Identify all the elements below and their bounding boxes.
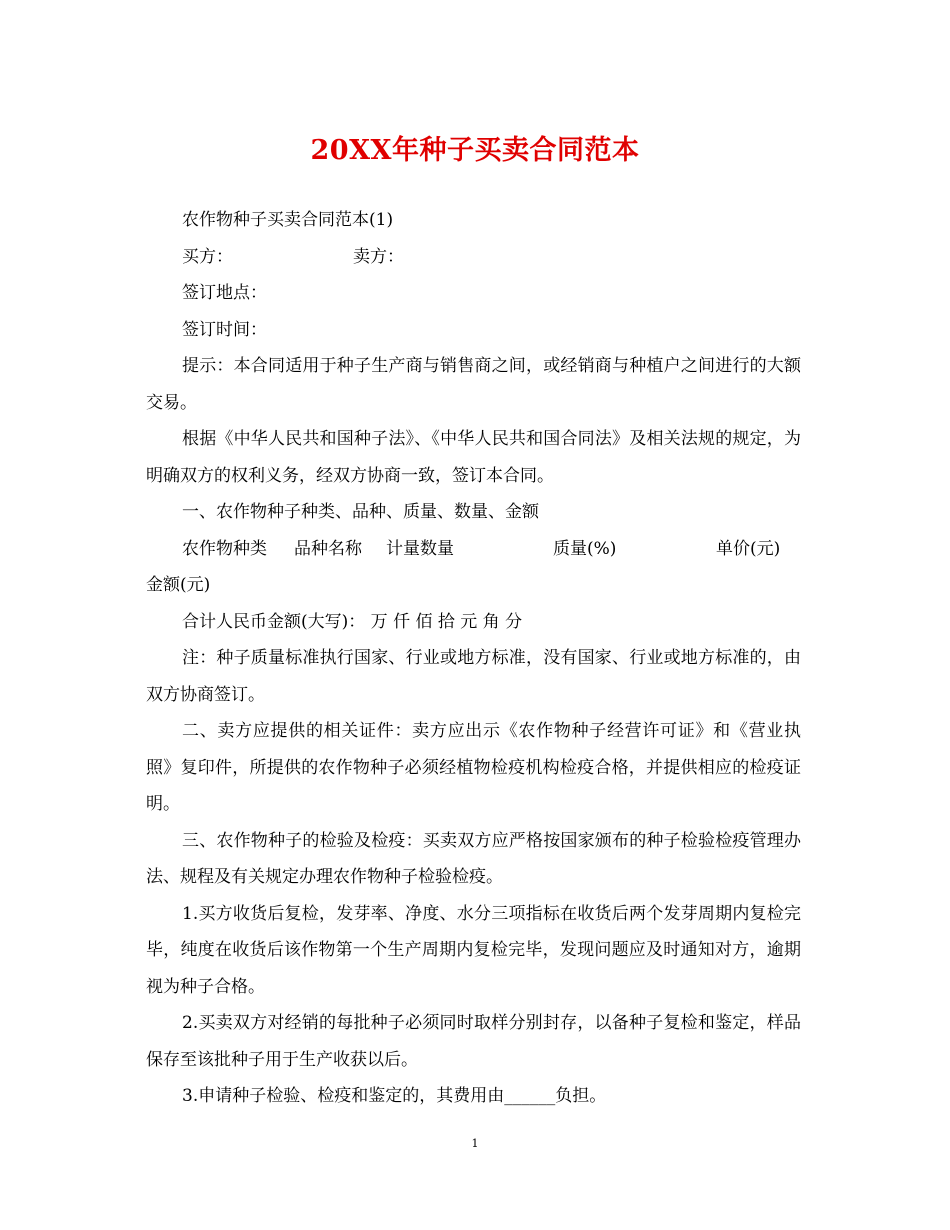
item-1-paragraph: 1.买方收货后复检，发芽率、净度、水分三项指标在收货后两个发芽周期内复检完毕，纯度在收货后该作物第一个生产周期内复检完毕，发现问题应及时通知对方，逾期视为种子合格。: [146, 903, 801, 997]
sign-time-label: 签订时间：: [182, 319, 267, 340]
buyer-label: 买方：: [182, 246, 233, 267]
parties-line: [146, 239, 801, 276]
table-header-quantity: 计量数量: [386, 538, 454, 559]
item-3-paragraph: 3.申请种子检验、检疫和鉴定的，其费用由______负担。: [182, 1086, 607, 1106]
section-1-heading: 一、农作物种子种类、品种、质量、数量、金额: [182, 502, 539, 522]
note-paragraph: 注：种子质量标准执行国家、行业或地方标准，没有国家、行业或地方标准的，由双方协商签订。: [146, 648, 801, 705]
contract-subtitle: 农作物种子买卖合同范本(1): [182, 210, 394, 230]
section-2-paragraph: 二、卖方应提供的相关证件：卖方应出示《农作物种子经营许可证》和《营业执照》复印件，所提供的农作物种子必须经植物检疫机构检疫合格，并提供相应的检疫证明。: [146, 721, 801, 814]
sign-place-label: 签订地点：: [182, 283, 267, 303]
page-number: 1: [471, 1137, 479, 1150]
hint-paragraph: 提示：本合同适用于种子生产商与销售商之间，或经销商与种植户之间进行的大额交易。: [146, 356, 801, 413]
section-3-paragraph: 三、农作物种子的检验及检疫：买卖双方应严格按国家颁布的种子检验检疫管理办法、规程及有关规定办理农作物种子检验检疫。: [146, 830, 801, 887]
item-2-paragraph: 2.买卖双方对经销的每批种子必须同时取样分别封存，以备种子复检和鉴定，样品保存至该批种子用于生产收获以后。: [146, 1013, 801, 1070]
table-header-row: [146, 531, 801, 568]
basis-paragraph: 根据《中华人民共和国种子法》、《中华人民共和国合同法》及相关法规的规定，为明确双方的权利义务，经双方协商一致，签订本合同。: [146, 429, 801, 486]
total-amount-line: 合计人民币金额(大写)： 万 仟 佰 拾 元 角 分: [182, 611, 523, 632]
document-body: [146, 202, 801, 1115]
table-header-crop-type: 农作物种类: [182, 538, 267, 559]
table-header-amount: 金额(元): [146, 575, 211, 595]
table-header-quality: 质量(%): [553, 538, 617, 559]
table-header-variety: 品种名称: [294, 538, 362, 559]
seller-label: 卖方：: [353, 246, 404, 267]
table-header-unit-price: 单价(元): [716, 538, 781, 559]
document-title: 20XX年种子买卖合同范本: [310, 135, 640, 166]
